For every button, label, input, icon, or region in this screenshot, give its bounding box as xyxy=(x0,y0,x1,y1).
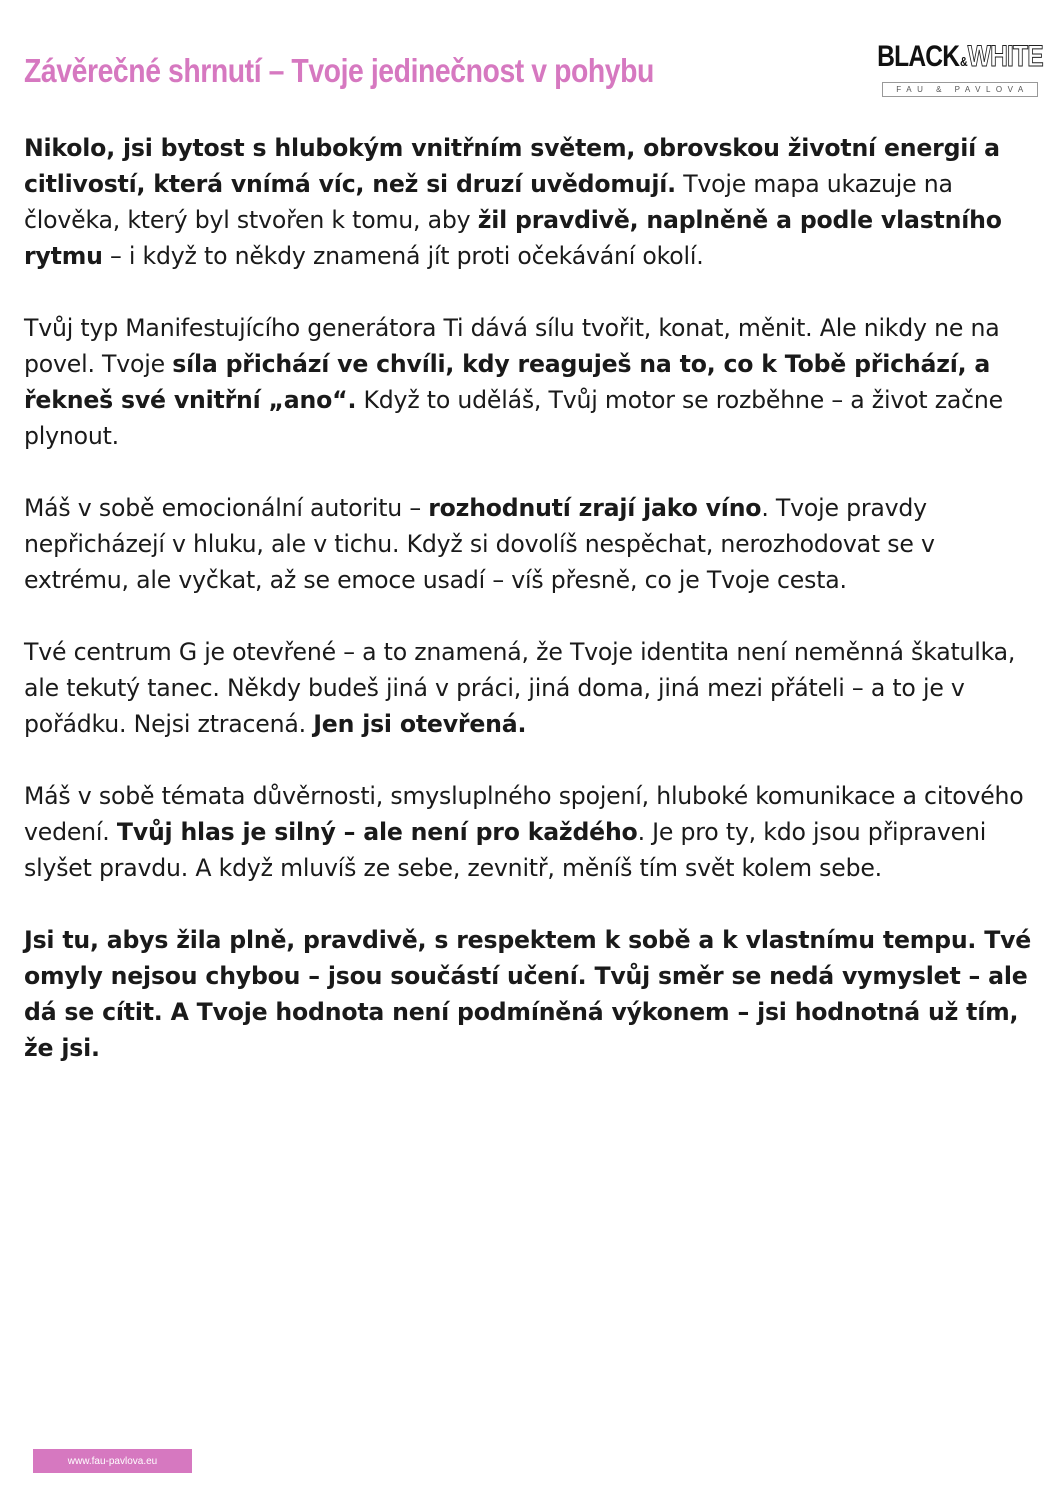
footer-url[interactable]: www.fau-pavlova.eu xyxy=(67,1455,158,1467)
logo-word-white: WHITE xyxy=(967,40,1043,73)
brand-logo xyxy=(877,40,1043,97)
logo-wordmark xyxy=(877,40,1043,79)
emphasis-text: Jen jsi otevřená. xyxy=(313,710,527,738)
emphasis-text: Tvůj hlas je silný – ale není pro každého xyxy=(116,818,638,846)
emphasis-text: Jsi tu, abys žila plně, pravdivě, s respektem k sobě a k vlastnímu tempu. Tvé omyly nejsou chybou – jsou součástí učení. Tvůj směr se nedá vymyslet – ale dá se cítit. A Tvoje hodnota není podmíněná výkonem – jsi hodnotná už tím, že jsi. xyxy=(24,926,1032,1062)
summary-paragraph xyxy=(24,490,1040,598)
logo-ampersand: & xyxy=(959,54,967,69)
body-text: Když to uděláš, Tvůj motor se rozběhne – a život začne plynout. xyxy=(24,386,1003,450)
body-text: Tvoje mapa ukazuje na člověka, který byl stvořen k tomu, aby xyxy=(24,170,953,234)
summary-body xyxy=(24,130,1040,1102)
summary-paragraph xyxy=(24,922,1040,1066)
summary-paragraph xyxy=(24,130,1040,274)
logo-subtitle: FAU & PAVLOVA xyxy=(882,82,1038,97)
emphasis-text: síla přichází ve chvíli, kdy reaguješ na to, co k Tobě přichází, a řekneš své vnitřní „ano“. xyxy=(24,350,991,414)
body-text: Máš v sobě témata důvěrnosti, smysluplného spojení, hluboké komunikace a citového vedení. xyxy=(24,782,1024,846)
body-text: Máš v sobě emocionální autoritu – xyxy=(24,494,429,522)
logo-word-black: BLACK xyxy=(877,40,960,73)
summary-paragraph xyxy=(24,778,1040,886)
page-title: Závěrečné shrnutí – Tvoje jedinečnost v pohybu xyxy=(24,52,654,89)
emphasis-text: Nikolo, jsi bytost s hlubokým vnitřním světem, obrovskou životní energií a citlivostí, která vnímá víc, než si druzí uvědomují. xyxy=(24,134,1000,198)
body-text: Tvé centrum G je otevřené – a to znamená, že Tvoje identita není neměnná škatulka, ale tekutý tanec. Někdy budeš jiná v práci, jiná doma, jiná mezi přáteli – a to je v pořádku. Nejsi ztracená. xyxy=(24,638,1016,738)
body-text: . Tvoje pravdy nepřicházejí v hluku, ale v tichu. Když si dovolíš nespěchat, nerozhodovat se v extrému, ale vyčkat, až se emoce usadí – víš přesně, co je Tvoje cesta. xyxy=(24,494,935,594)
emphasis-text: žil pravdivě, naplněně a podle vlastního rytmu xyxy=(24,206,1002,270)
body-text: – i když to někdy znamená jít proti očekávání okolí. xyxy=(102,242,704,270)
footer-url-badge[interactable] xyxy=(33,1449,192,1473)
body-text: . Je pro ty, kdo jsou připraveni slyšet pravdu. A když mluvíš ze sebe, zevnitř, měníš tím svět kolem sebe. xyxy=(24,818,987,882)
body-text: Tvůj typ Manifestujícího generátora Ti dává sílu tvořit, konat, měnit. Ale nikdy ne na povel. Tvoje xyxy=(24,314,1000,378)
summary-paragraph xyxy=(24,634,1040,742)
emphasis-text: rozhodnutí zrají jako víno xyxy=(428,494,762,522)
summary-paragraph xyxy=(24,310,1040,454)
